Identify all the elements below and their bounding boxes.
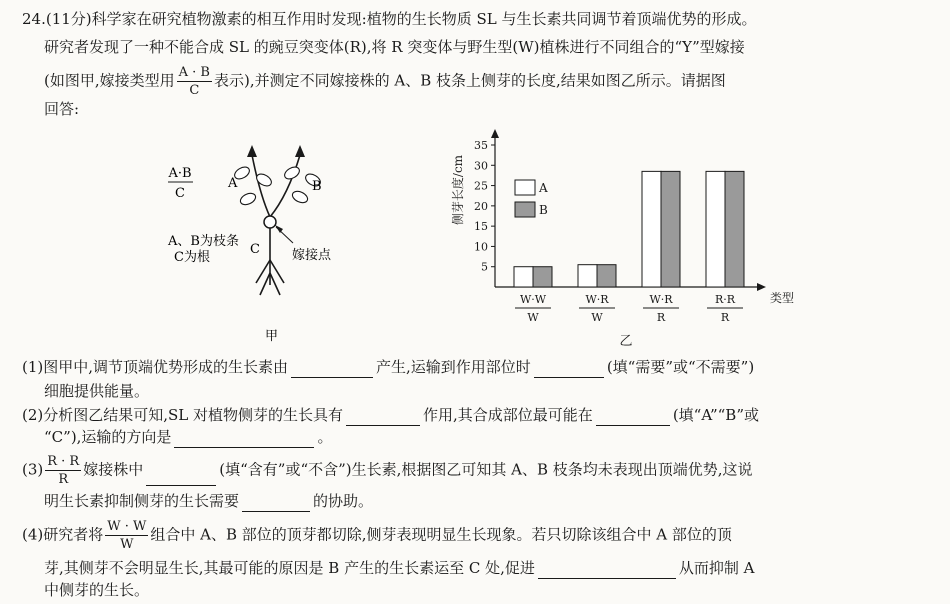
question-line-4: 回答: — [44, 100, 80, 118]
q3-blank-1[interactable] — [146, 469, 216, 486]
fig-a-note-1: A、B为枝条 — [168, 234, 239, 249]
x-tick-label-den: W — [591, 311, 603, 324]
x-tick-label-den: R — [656, 311, 666, 324]
bar — [533, 267, 552, 287]
legend-label: B — [539, 203, 548, 217]
q1-blank-1[interactable] — [291, 361, 373, 378]
branch-b-label: B — [312, 179, 322, 194]
chart-caption: 乙 — [619, 334, 633, 349]
q1-line-1: (1)图甲中,调节顶端优势形成的生长素由 产生,运输到作用部位时 (填“需要”或“不需要”) — [22, 358, 755, 376]
x-axis-arrow-icon — [757, 283, 766, 291]
question-line-2: 研究者发现了一种不能合成 SL 的豌豆突变体(R),将 R 突变体与野生型(W)植株进行不同组合的“Y”型嫁接 — [44, 38, 745, 56]
chart-bars — [514, 171, 744, 287]
q2-blank-1[interactable] — [346, 409, 420, 426]
x-tick-label-num: R·R — [714, 293, 736, 306]
x-tick-label-num: W·W — [519, 293, 547, 306]
q2-line-1: (2)分析图乙结果可知,SL 对植物侧芽的生长具有 作用,其合成部位最可能在 (填“A”“B”或 — [22, 406, 759, 424]
y-tick-label: 10 — [474, 240, 488, 254]
bar — [642, 171, 661, 287]
bar — [725, 171, 744, 287]
q3-line-1: (3) $\frac{R \cdot R}{R}$ 嫁接株中 (填“含有”或“不含”)生长素,根据图乙可知其 A、B 枝条均未表现出顶端优势,这说 — [22, 454, 753, 487]
bar — [514, 267, 533, 287]
figure-b-chart — [440, 125, 800, 350]
q4-blank-1[interactable] — [538, 562, 676, 579]
branch-a-label: A — [228, 176, 238, 191]
q4-fraction: $\frac{W \cdot W}{W}$ — [107, 519, 147, 552]
y-tick-label: 30 — [474, 159, 488, 173]
graft-point-icon — [264, 216, 276, 228]
graft-fraction: $\frac{A \cdot B}{C}$ — [178, 65, 210, 98]
arrow-up-icon — [295, 145, 305, 157]
fig-a-frac-num: A·B — [168, 166, 192, 181]
y-axis-label: 侧芽长度/cm — [451, 154, 465, 226]
bar — [661, 171, 680, 287]
x-axis-label: 类型 — [770, 291, 795, 305]
y-tick-label: 5 — [481, 260, 488, 274]
y-tick-label: 15 — [474, 220, 488, 234]
q1-blank-2[interactable] — [534, 361, 604, 378]
fig-a-note-2: C为根 — [174, 250, 210, 265]
q3-fraction: $\frac{R \cdot R}{R}$ — [47, 454, 80, 487]
fig-a-frac-den: C — [175, 186, 185, 201]
q4-line-1: (4)研究者将 $\frac{W \cdot W}{W}$ 组合中 A、B 部位的顶芽都切除,侧芽表现明显生长现象。若只切除该组合中 A 部位的顶 — [22, 519, 732, 552]
q4-line-3: 中侧芽的生长。 — [44, 581, 150, 599]
bar — [706, 171, 725, 287]
q2-line-2: “C”),运输的方向是 。 — [44, 428, 333, 446]
x-tick-label-den: W — [527, 311, 539, 324]
q4-line-2: 芽,其侧芽不会明显生长,其最可能的原因是 B 产生的生长素运至 C 处,促进 从而抑制 A — [44, 559, 755, 577]
root-c-label: C — [250, 242, 260, 257]
x-tick-label-den: R — [720, 311, 730, 324]
x-tick-label-num: W·R — [649, 293, 673, 306]
q2-blank-2[interactable] — [596, 409, 670, 426]
x-tick-label-num: W·R — [585, 293, 609, 306]
bar — [578, 265, 597, 287]
legend-swatch — [515, 202, 535, 217]
y-tick-label: 20 — [474, 199, 488, 213]
q1-line-2: 细胞提供能量。 — [44, 382, 150, 400]
question-line-3: (如图甲,嫁接类型用 $\frac{A \cdot B}{C}$ 表示),并测定不同嫁接株的 A、B 枝条上侧芽的长度,结果如图乙所示。请据图 — [44, 65, 726, 98]
bar — [597, 265, 616, 287]
leaf-icons — [233, 165, 323, 207]
fig-a-caption: 甲 — [265, 329, 279, 344]
q2-blank-3[interactable] — [174, 431, 314, 448]
y-tick-label: 25 — [474, 179, 488, 193]
y-tick-label: 35 — [474, 139, 488, 152]
figure-a-diagram — [160, 135, 390, 350]
q3-line-2: 明生长素抑制侧芽的生长需要 的协助。 — [44, 492, 374, 510]
question-header: 24.(11分)科学家在研究植物激素的相互作用时发现:植物的生长物质 SL 与生长素共同调节着顶端优势的形成。 — [22, 10, 757, 28]
graft-point-label: 嫁接点 — [292, 248, 332, 263]
legend-label: A — [539, 181, 548, 195]
arrow-up-icon — [247, 145, 257, 157]
legend-swatch — [515, 180, 535, 195]
q3-blank-2[interactable] — [242, 495, 310, 512]
y-axis-arrow-icon — [491, 129, 499, 138]
